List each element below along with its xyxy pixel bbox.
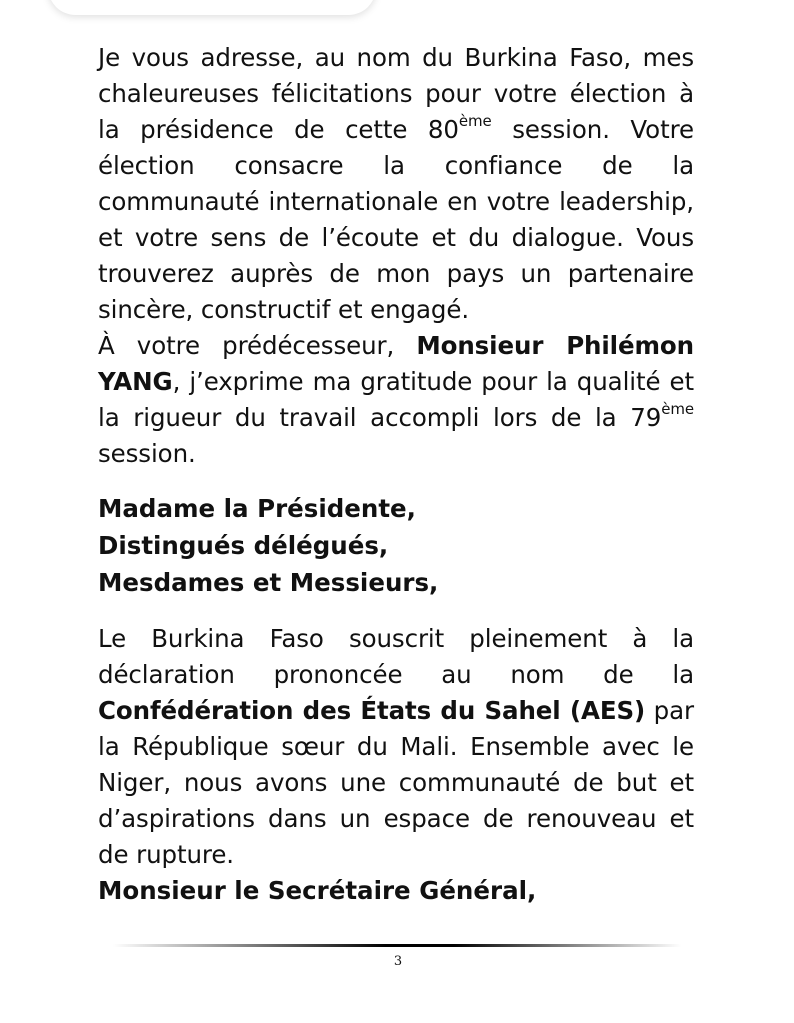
document-page — [98, 40, 694, 909]
superscript-ordinal: ème — [458, 111, 492, 130]
top-tab-card — [48, 0, 376, 15]
salutation-ladies-gentlemen: Mesdames et Messieurs, — [98, 568, 439, 597]
salutation-block — [98, 490, 694, 601]
paragraph-aes — [98, 621, 694, 873]
salutation-secretary-general: Monsieur le Secrétaire Général, — [98, 876, 537, 905]
paragraph-congratulations — [98, 40, 694, 328]
paragraph-text: À votre prédécesseur, — [98, 331, 417, 360]
paragraph-text: Je vous adresse, au nom du Burkina Faso, mes chaleureuses félicitations pour votre élection à la présidence de cette 80 — [98, 43, 694, 144]
page-number: 3 — [393, 954, 403, 969]
paragraph-text: par la République sœur du Mali. Ensemble avec le Niger, nous avons une communauté de but et d’aspirations dans un espace de renouveau et de rupture. — [98, 696, 694, 869]
paragraph-predecessor — [98, 328, 694, 472]
paragraph-text: session. — [98, 439, 196, 468]
superscript-ordinal: ème — [661, 399, 694, 418]
footer-divider — [113, 944, 681, 947]
paragraph-text: session. Votre élection consacre la confiance de la communauté internationale en votre leadership, et votre sens de l’écoute et du dialogue. Vous trouverez auprès de mon pays un partenaire sincère, constructif et engagé. — [98, 115, 694, 324]
salutation-president: Madame la Présidente, — [98, 494, 416, 523]
predecessor-name: Monsieur Philémon YANG — [98, 331, 695, 396]
salutation-delegates: Distingués délégués, — [98, 531, 389, 560]
paragraph-text: , j’exprime ma gratitude pour la qualité et la rigueur du travail accompli lors de la 79 — [98, 367, 694, 432]
paragraph-text: Le Burkina Faso souscrit pleinement à la déclaration prononcée au nom de la — [98, 624, 694, 689]
organization-name: Confédération des États du Sahel (AES) — [98, 696, 646, 725]
